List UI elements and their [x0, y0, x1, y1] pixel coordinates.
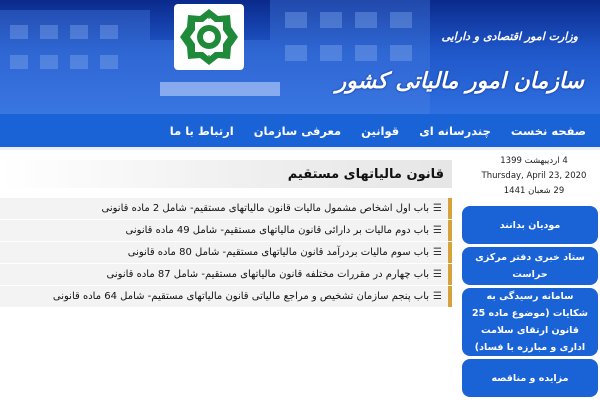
- date-box: [468, 154, 600, 199]
- nav-laws[interactable]: قوانین: [361, 123, 400, 138]
- list-item-label: باب پنجم سازمان تشخیص و مراجع مالیاتی قانون مالیاتهای مستقیم- شامل 64 ماده قانونی: [52, 291, 430, 302]
- sidebar-item-taxpayers[interactable]: مودیان بدانند: [462, 206, 598, 244]
- law-list: [0, 198, 452, 308]
- list-bullet-icon: ☰: [433, 203, 442, 214]
- sidebar: [460, 154, 600, 400]
- title-bar: [0, 160, 452, 188]
- list-bullet-icon: ☰: [433, 247, 442, 258]
- list-item[interactable]: [0, 242, 452, 263]
- nav-about[interactable]: معرفی سازمان: [253, 123, 342, 138]
- page-title: قانون مالیاتهای مستقیم: [287, 166, 444, 182]
- sidebar-item-complaints[interactable]: سامانه رسیدگی به شکایات (موضوع ماده 25 قانون ارتقای سلامت اداری و مبارزه با فساد): [462, 288, 598, 356]
- list-item[interactable]: [0, 286, 452, 307]
- list-item-label: باب چهارم در مقررات مختلفه قانون مالیاتهای مستقیم- شامل 87 ماده قانونی: [106, 269, 430, 280]
- list-item[interactable]: [0, 198, 452, 219]
- list-bullet-icon: ☰: [433, 269, 442, 280]
- list-item[interactable]: [0, 220, 452, 241]
- nav-home[interactable]: صفحه نخست: [510, 123, 586, 138]
- list-item-label: باب سوم مالیات بردرآمد قانون مالیاتهای مستقیم- شامل 80 ماده قانونی: [127, 247, 430, 258]
- list-item-label: باب اول اشخاص مشمول مالیات قانون مالیاتهای مستقیم- شامل 2 ماده قانونی: [101, 203, 430, 214]
- building-background: [0, 0, 600, 114]
- nav-contact[interactable]: ارتباط با ما: [169, 123, 234, 138]
- list-bullet-icon: ☰: [433, 291, 442, 302]
- sidebar-item-tenders[interactable]: مزایده و مناقصه: [462, 359, 598, 397]
- list-bullet-icon: ☰: [433, 225, 442, 236]
- date-gregorian: Thursday, April 23, 2020: [481, 171, 587, 181]
- ministry-name: وزارت امور اقتصادی و دارایی: [441, 30, 578, 43]
- nav-multimedia[interactable]: چندرسانه ای: [419, 123, 491, 138]
- organization-logo-icon[interactable]: [174, 4, 244, 70]
- main-navigation: [0, 114, 600, 150]
- site-banner: [0, 0, 600, 114]
- date-hijri: 29 شعبان 1441: [503, 186, 565, 196]
- date-persian: 4 اردیبهشت 1399: [500, 156, 568, 166]
- list-item[interactable]: [0, 264, 452, 285]
- organization-name: سازمان امور مالیاتی کشور: [335, 68, 584, 94]
- sidebar-item-news-office[interactable]: ستاد خبری دفتر مرکزی حراست: [462, 247, 598, 285]
- sidebar-links: [462, 206, 598, 400]
- list-item-label: باب دوم مالیات بر دارائی قانون مالیاتهای مستقیم- شامل 49 ماده قانونی: [125, 225, 430, 236]
